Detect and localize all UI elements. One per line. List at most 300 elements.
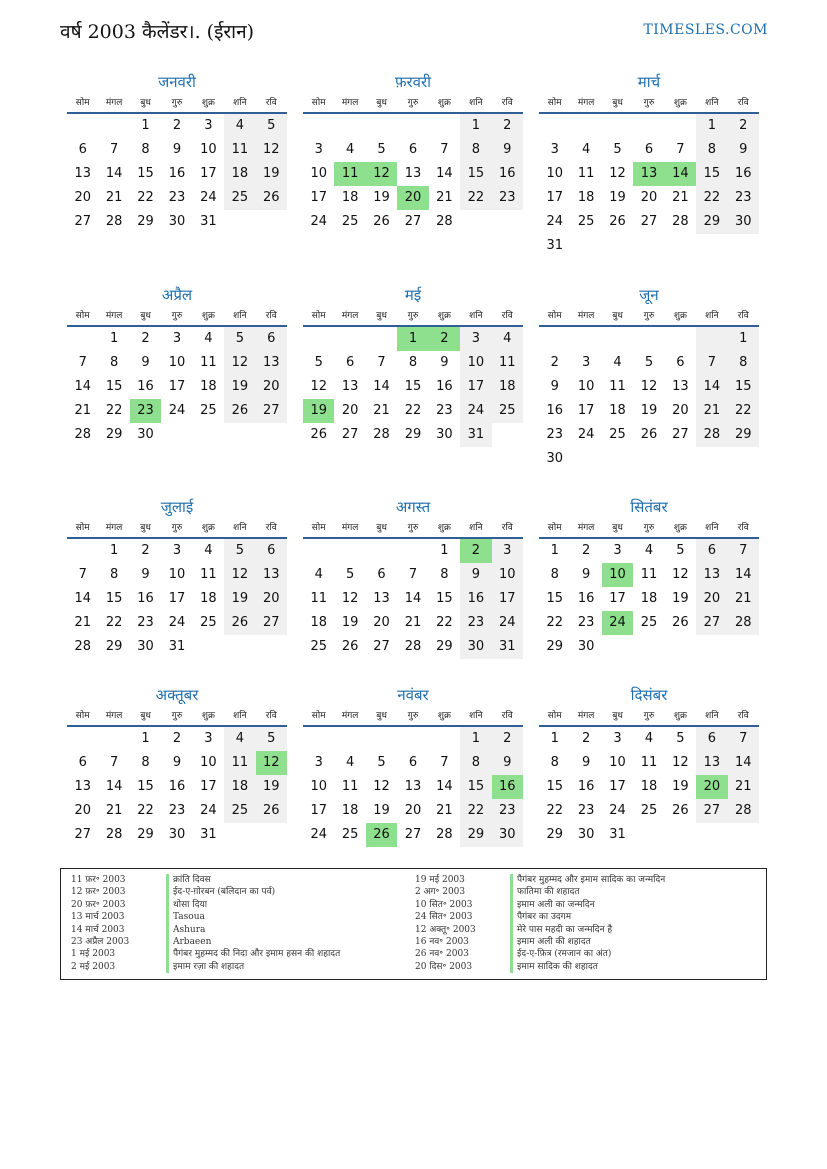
day-cell[interactable]: 3: [204, 731, 213, 746]
day-cell[interactable]: 22: [436, 615, 453, 630]
day-cell[interactable]: 18: [200, 591, 217, 606]
day-cell[interactable]: 15: [460, 775, 491, 799]
day-cell[interactable]: 21: [728, 587, 759, 611]
day-cell[interactable]: 16: [168, 779, 186, 794]
day-cell[interactable]: 16: [137, 591, 154, 606]
day-cell[interactable]: 25: [640, 615, 658, 630]
day-cell[interactable]: 4: [204, 543, 213, 558]
day-cell[interactable]: 13: [404, 166, 422, 181]
day-cell[interactable]: 3: [613, 731, 622, 746]
day-cell[interactable]: 14: [728, 563, 759, 587]
day-cell[interactable]: 18: [310, 615, 327, 630]
day-cell[interactable]: 8: [728, 351, 759, 375]
day-cell[interactable]: 9: [728, 138, 759, 162]
day-cell[interactable]: 23: [492, 799, 523, 823]
day-cell[interactable]: 26: [640, 427, 658, 442]
day-cell[interactable]: 9: [550, 379, 559, 394]
day-cell[interactable]: 28: [436, 827, 453, 842]
day-cell[interactable]: 5: [224, 539, 255, 563]
day-cell[interactable]: 22: [137, 803, 154, 818]
holiday-day-cell[interactable]: 1: [397, 327, 428, 351]
day-cell[interactable]: 6: [78, 142, 87, 157]
day-cell[interactable]: 22: [137, 190, 154, 205]
day-cell[interactable]: 15: [546, 591, 563, 606]
day-cell[interactable]: 27: [404, 827, 422, 842]
day-cell[interactable]: 11: [640, 755, 658, 770]
day-cell[interactable]: 3: [204, 118, 213, 133]
day-cell[interactable]: 4: [644, 731, 654, 746]
holiday-day-cell[interactable]: 13: [633, 162, 664, 186]
day-cell[interactable]: 29: [546, 639, 563, 654]
day-cell[interactable]: 15: [696, 162, 727, 186]
day-cell[interactable]: 8: [460, 751, 491, 775]
day-cell[interactable]: 29: [696, 210, 727, 234]
day-cell[interactable]: 15: [137, 779, 154, 794]
day-cell[interactable]: 15: [728, 375, 759, 399]
day-cell[interactable]: 1: [141, 118, 150, 133]
day-cell[interactable]: 10: [577, 379, 595, 394]
day-cell[interactable]: 18: [200, 379, 217, 394]
day-cell[interactable]: 31: [168, 639, 186, 654]
day-cell[interactable]: 29: [137, 827, 154, 842]
day-cell[interactable]: 27: [696, 799, 727, 823]
day-cell[interactable]: 30: [577, 639, 595, 654]
day-cell[interactable]: 9: [581, 567, 591, 582]
day-cell[interactable]: 23: [728, 186, 759, 210]
day-cell[interactable]: 24: [577, 427, 595, 442]
day-cell[interactable]: 25: [341, 214, 359, 229]
day-cell[interactable]: 6: [256, 539, 287, 563]
day-cell[interactable]: 11: [200, 355, 217, 370]
day-cell[interactable]: 9: [172, 755, 182, 770]
day-cell[interactable]: 5: [314, 355, 323, 370]
day-cell[interactable]: 7: [440, 755, 449, 770]
day-cell[interactable]: 28: [404, 639, 422, 654]
day-cell[interactable]: 5: [377, 142, 386, 157]
holiday-day-cell[interactable]: 20: [696, 775, 727, 799]
day-cell[interactable]: 7: [440, 142, 449, 157]
day-cell[interactable]: 5: [256, 727, 287, 751]
day-cell[interactable]: 2: [581, 543, 591, 558]
day-cell[interactable]: 13: [672, 379, 689, 394]
day-cell[interactable]: 26: [373, 214, 390, 229]
day-cell[interactable]: 21: [672, 190, 689, 205]
day-cell[interactable]: 21: [105, 803, 123, 818]
holiday-day-cell[interactable]: 11: [334, 162, 365, 186]
day-cell[interactable]: 21: [404, 615, 422, 630]
day-cell[interactable]: 20: [256, 375, 287, 399]
day-cell[interactable]: 15: [137, 166, 154, 181]
day-cell[interactable]: 19: [373, 190, 390, 205]
day-cell[interactable]: 13: [341, 379, 359, 394]
day-cell[interactable]: 11: [609, 379, 626, 394]
day-cell[interactable]: 3: [581, 355, 591, 370]
day-cell[interactable]: 25: [640, 803, 658, 818]
day-cell[interactable]: 29: [436, 639, 453, 654]
day-cell[interactable]: 28: [728, 611, 759, 635]
day-cell[interactable]: 1: [440, 543, 449, 558]
day-cell[interactable]: 23: [460, 611, 491, 635]
day-cell[interactable]: 20: [373, 615, 390, 630]
day-cell[interactable]: 3: [172, 331, 182, 346]
day-cell[interactable]: 17: [577, 403, 595, 418]
day-cell[interactable]: 26: [310, 427, 327, 442]
day-cell[interactable]: 30: [460, 635, 491, 659]
day-cell[interactable]: 13: [696, 751, 727, 775]
day-cell[interactable]: 4: [204, 331, 213, 346]
day-cell[interactable]: 19: [256, 775, 287, 799]
day-cell[interactable]: 25: [310, 639, 327, 654]
day-cell[interactable]: 3: [172, 543, 182, 558]
day-cell[interactable]: 21: [696, 399, 727, 423]
day-cell[interactable]: 5: [644, 355, 654, 370]
day-cell[interactable]: 13: [74, 166, 91, 181]
day-cell[interactable]: 16: [577, 591, 595, 606]
brand-link[interactable]: TIMESLES.COM: [643, 22, 768, 38]
day-cell[interactable]: 6: [408, 755, 418, 770]
day-cell[interactable]: 28: [74, 427, 91, 442]
day-cell[interactable]: 2: [141, 543, 150, 558]
day-cell[interactable]: 27: [640, 214, 658, 229]
day-cell[interactable]: 20: [696, 587, 727, 611]
day-cell[interactable]: 18: [224, 775, 255, 799]
day-cell[interactable]: 30: [728, 210, 759, 234]
day-cell[interactable]: 15: [105, 379, 123, 394]
day-cell[interactable]: 16: [137, 379, 154, 394]
day-cell[interactable]: 22: [105, 403, 123, 418]
day-cell[interactable]: 1: [728, 327, 759, 351]
day-cell[interactable]: 2: [492, 114, 523, 138]
day-cell[interactable]: 9: [172, 142, 182, 157]
day-cell[interactable]: 8: [109, 567, 119, 582]
day-cell[interactable]: 2: [172, 731, 182, 746]
day-cell[interactable]: 18: [224, 162, 255, 186]
day-cell[interactable]: 25: [224, 186, 255, 210]
day-cell[interactable]: 11: [492, 351, 523, 375]
day-cell[interactable]: 11: [200, 567, 217, 582]
day-cell[interactable]: 8: [109, 355, 119, 370]
day-cell[interactable]: 2: [141, 331, 150, 346]
day-cell[interactable]: 10: [200, 142, 217, 157]
holiday-day-cell[interactable]: 26: [366, 823, 397, 847]
day-cell[interactable]: 24: [168, 615, 186, 630]
day-cell[interactable]: 12: [224, 563, 255, 587]
day-cell[interactable]: 10: [546, 166, 563, 181]
day-cell[interactable]: 26: [672, 615, 689, 630]
day-cell[interactable]: 6: [408, 142, 418, 157]
day-cell[interactable]: 14: [696, 375, 727, 399]
day-cell[interactable]: 22: [404, 403, 422, 418]
day-cell[interactable]: 13: [256, 563, 287, 587]
day-cell[interactable]: 7: [78, 567, 87, 582]
day-cell[interactable]: 27: [256, 399, 287, 423]
day-cell[interactable]: 12: [672, 567, 689, 582]
holiday-day-cell[interactable]: 24: [602, 611, 633, 635]
day-cell[interactable]: 16: [168, 166, 186, 181]
day-cell[interactable]: 10: [168, 567, 186, 582]
day-cell[interactable]: 10: [168, 355, 186, 370]
day-cell[interactable]: 15: [436, 591, 453, 606]
day-cell[interactable]: 19: [640, 403, 658, 418]
day-cell[interactable]: 29: [460, 823, 491, 847]
day-cell[interactable]: 26: [341, 639, 359, 654]
day-cell[interactable]: 1: [696, 114, 727, 138]
day-cell[interactable]: 11: [224, 751, 255, 775]
day-cell[interactable]: 21: [74, 403, 91, 418]
day-cell[interactable]: 17: [609, 779, 626, 794]
day-cell[interactable]: 13: [74, 779, 91, 794]
day-cell[interactable]: 31: [460, 423, 491, 447]
day-cell[interactable]: 12: [373, 779, 390, 794]
day-cell[interactable]: 12: [640, 379, 658, 394]
day-cell[interactable]: 29: [105, 639, 123, 654]
day-cell[interactable]: 3: [314, 755, 323, 770]
day-cell[interactable]: 29: [105, 427, 123, 442]
day-cell[interactable]: 31: [492, 635, 523, 659]
day-cell[interactable]: 17: [200, 779, 217, 794]
day-cell[interactable]: 27: [696, 611, 727, 635]
day-cell[interactable]: 8: [550, 755, 559, 770]
day-cell[interactable]: 24: [609, 803, 626, 818]
day-cell[interactable]: 31: [200, 214, 217, 229]
day-cell[interactable]: 6: [78, 755, 87, 770]
holiday-day-cell[interactable]: 2: [429, 327, 460, 351]
day-cell[interactable]: 5: [377, 755, 386, 770]
day-cell[interactable]: 21: [436, 190, 453, 205]
holiday-day-cell[interactable]: 14: [665, 162, 696, 186]
day-cell[interactable]: 10: [310, 166, 327, 181]
day-cell[interactable]: 25: [341, 827, 359, 842]
day-cell[interactable]: 26: [224, 611, 255, 635]
day-cell[interactable]: 23: [137, 615, 154, 630]
day-cell[interactable]: 16: [546, 403, 563, 418]
day-cell[interactable]: 28: [105, 214, 123, 229]
day-cell[interactable]: 9: [141, 567, 150, 582]
day-cell[interactable]: 25: [492, 399, 523, 423]
day-cell[interactable]: 19: [609, 190, 626, 205]
day-cell[interactable]: 4: [581, 142, 591, 157]
day-cell[interactable]: 9: [492, 751, 523, 775]
day-cell[interactable]: 19: [256, 162, 287, 186]
day-cell[interactable]: 7: [728, 539, 759, 563]
day-cell[interactable]: 8: [696, 138, 727, 162]
day-cell[interactable]: 24: [200, 190, 217, 205]
day-cell[interactable]: 24: [310, 214, 327, 229]
day-cell[interactable]: 5: [613, 142, 622, 157]
day-cell[interactable]: 7: [109, 755, 119, 770]
day-cell[interactable]: 9: [581, 755, 591, 770]
day-cell[interactable]: 30: [168, 827, 186, 842]
day-cell[interactable]: 8: [550, 567, 559, 582]
day-cell[interactable]: 12: [224, 351, 255, 375]
day-cell[interactable]: 3: [492, 539, 523, 563]
day-cell[interactable]: 23: [168, 190, 186, 205]
day-cell[interactable]: 7: [78, 355, 87, 370]
day-cell[interactable]: 22: [728, 399, 759, 423]
day-cell[interactable]: 10: [310, 779, 327, 794]
day-cell[interactable]: 9: [141, 355, 150, 370]
day-cell[interactable]: 5: [345, 567, 355, 582]
holiday-day-cell[interactable]: 19: [303, 399, 334, 423]
day-cell[interactable]: 11: [224, 138, 255, 162]
day-cell[interactable]: 10: [460, 351, 491, 375]
day-cell[interactable]: 17: [168, 379, 186, 394]
day-cell[interactable]: 22: [546, 615, 563, 630]
day-cell[interactable]: 28: [105, 827, 123, 842]
day-cell[interactable]: 29: [728, 423, 759, 447]
day-cell[interactable]: 23: [436, 403, 453, 418]
day-cell[interactable]: 29: [404, 427, 422, 442]
day-cell[interactable]: 14: [74, 379, 91, 394]
day-cell[interactable]: 8: [408, 355, 418, 370]
day-cell[interactable]: 22: [546, 803, 563, 818]
day-cell[interactable]: 7: [377, 355, 386, 370]
day-cell[interactable]: 23: [577, 615, 595, 630]
day-cell[interactable]: 1: [141, 731, 150, 746]
day-cell[interactable]: 25: [200, 403, 217, 418]
day-cell[interactable]: 1: [460, 727, 491, 751]
day-cell[interactable]: 28: [436, 214, 453, 229]
day-cell[interactable]: 24: [460, 399, 491, 423]
day-cell[interactable]: 10: [200, 755, 217, 770]
holiday-day-cell[interactable]: 10: [602, 563, 633, 587]
day-cell[interactable]: 12: [609, 166, 626, 181]
day-cell[interactable]: 17: [310, 190, 327, 205]
day-cell[interactable]: 18: [640, 779, 658, 794]
day-cell[interactable]: 6: [256, 327, 287, 351]
day-cell[interactable]: 18: [341, 190, 359, 205]
day-cell[interactable]: 4: [314, 567, 323, 582]
day-cell[interactable]: 1: [109, 331, 119, 346]
day-cell[interactable]: 26: [609, 214, 626, 229]
day-cell[interactable]: 19: [224, 375, 255, 399]
day-cell[interactable]: 30: [546, 451, 563, 466]
day-cell[interactable]: 9: [460, 563, 491, 587]
day-cell[interactable]: 5: [676, 543, 685, 558]
day-cell[interactable]: 2: [728, 114, 759, 138]
day-cell[interactable]: 23: [492, 186, 523, 210]
day-cell[interactable]: 11: [577, 166, 595, 181]
day-cell[interactable]: 24: [168, 403, 186, 418]
day-cell[interactable]: 20: [640, 190, 658, 205]
day-cell[interactable]: 14: [404, 591, 422, 606]
day-cell[interactable]: 18: [609, 403, 626, 418]
day-cell[interactable]: 14: [728, 751, 759, 775]
day-cell[interactable]: 13: [404, 779, 422, 794]
day-cell[interactable]: 4: [644, 543, 654, 558]
day-cell[interactable]: 25: [200, 615, 217, 630]
day-cell[interactable]: 17: [546, 190, 563, 205]
day-cell[interactable]: 22: [460, 186, 491, 210]
day-cell[interactable]: 14: [74, 591, 91, 606]
day-cell[interactable]: 7: [676, 142, 685, 157]
day-cell[interactable]: 18: [341, 803, 359, 818]
day-cell[interactable]: 8: [460, 138, 491, 162]
day-cell[interactable]: 8: [440, 567, 449, 582]
day-cell[interactable]: 3: [460, 327, 491, 351]
holiday-day-cell[interactable]: 16: [492, 775, 523, 799]
day-cell[interactable]: 27: [341, 427, 359, 442]
day-cell[interactable]: 30: [137, 639, 154, 654]
holiday-day-cell[interactable]: 23: [130, 399, 161, 423]
day-cell[interactable]: 20: [341, 403, 359, 418]
day-cell[interactable]: 27: [404, 214, 422, 229]
day-cell[interactable]: 1: [460, 114, 491, 138]
day-cell[interactable]: 10: [609, 755, 626, 770]
day-cell[interactable]: 28: [728, 799, 759, 823]
day-cell[interactable]: 27: [672, 427, 689, 442]
day-cell[interactable]: 31: [546, 238, 563, 253]
day-cell[interactable]: 21: [105, 190, 123, 205]
day-cell[interactable]: 17: [200, 166, 217, 181]
day-cell[interactable]: 19: [224, 587, 255, 611]
day-cell[interactable]: 28: [74, 639, 91, 654]
day-cell[interactable]: 22: [460, 799, 491, 823]
day-cell[interactable]: 12: [310, 379, 327, 394]
day-cell[interactable]: 11: [640, 567, 658, 582]
day-cell[interactable]: 14: [436, 779, 453, 794]
day-cell[interactable]: 20: [74, 803, 91, 818]
day-cell[interactable]: 12: [256, 138, 287, 162]
day-cell[interactable]: 29: [137, 214, 154, 229]
day-cell[interactable]: 18: [492, 375, 523, 399]
day-cell[interactable]: 25: [577, 214, 595, 229]
day-cell[interactable]: 6: [696, 727, 727, 751]
day-cell[interactable]: 31: [609, 827, 626, 842]
day-cell[interactable]: 1: [550, 543, 559, 558]
day-cell[interactable]: 13: [256, 351, 287, 375]
day-cell[interactable]: 4: [345, 142, 355, 157]
day-cell[interactable]: 30: [168, 214, 186, 229]
day-cell[interactable]: 24: [546, 214, 563, 229]
day-cell[interactable]: 20: [74, 190, 91, 205]
day-cell[interactable]: 20: [672, 403, 689, 418]
day-cell[interactable]: 15: [546, 779, 563, 794]
day-cell[interactable]: 31: [200, 827, 217, 842]
day-cell[interactable]: 3: [314, 142, 323, 157]
day-cell[interactable]: 3: [613, 543, 622, 558]
day-cell[interactable]: 7: [728, 727, 759, 751]
day-cell[interactable]: 15: [105, 591, 123, 606]
day-cell[interactable]: 18: [640, 591, 658, 606]
day-cell[interactable]: 15: [404, 379, 422, 394]
day-cell[interactable]: 16: [492, 162, 523, 186]
day-cell[interactable]: 7: [109, 142, 119, 157]
day-cell[interactable]: 26: [224, 399, 255, 423]
day-cell[interactable]: 24: [310, 827, 327, 842]
day-cell[interactable]: 4: [224, 114, 255, 138]
day-cell[interactable]: 19: [373, 803, 390, 818]
day-cell[interactable]: 30: [577, 827, 595, 842]
day-cell[interactable]: 7: [408, 567, 418, 582]
day-cell[interactable]: 8: [141, 755, 150, 770]
day-cell[interactable]: 27: [373, 639, 390, 654]
day-cell[interactable]: 16: [460, 587, 491, 611]
day-cell[interactable]: 20: [404, 803, 422, 818]
day-cell[interactable]: 5: [224, 327, 255, 351]
day-cell[interactable]: 1: [109, 543, 119, 558]
day-cell[interactable]: 17: [168, 591, 186, 606]
day-cell[interactable]: 14: [373, 379, 390, 394]
day-cell[interactable]: 2: [581, 731, 591, 746]
day-cell[interactable]: 24: [492, 611, 523, 635]
day-cell[interactable]: 28: [373, 427, 390, 442]
day-cell[interactable]: 21: [436, 803, 453, 818]
day-cell[interactable]: 11: [341, 779, 359, 794]
day-cell[interactable]: 6: [696, 539, 727, 563]
day-cell[interactable]: 10: [492, 563, 523, 587]
day-cell[interactable]: 30: [137, 427, 154, 442]
